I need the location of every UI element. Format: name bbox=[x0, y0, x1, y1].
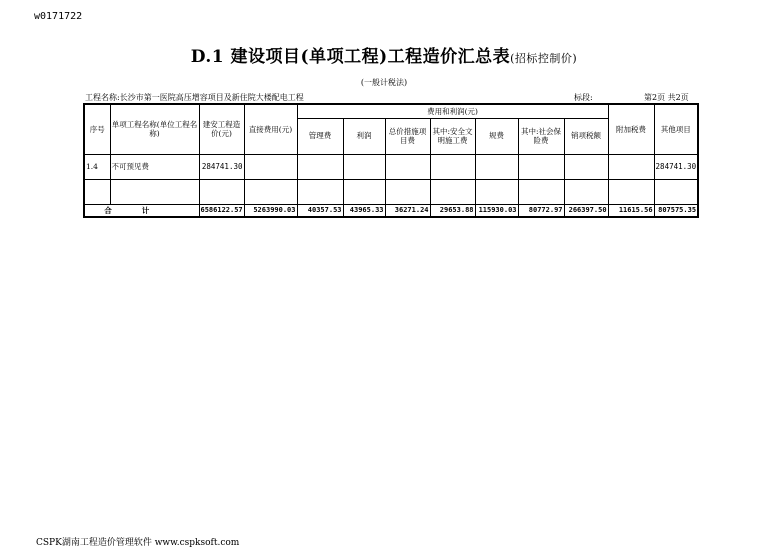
row-name bbox=[110, 179, 199, 204]
page-title bbox=[0, 42, 768, 67]
total-surtax: 11615.56 bbox=[608, 204, 654, 217]
total-vat: 266397.50 bbox=[564, 204, 608, 217]
header-profit: 利润 bbox=[343, 118, 385, 154]
header-safety: 其中:安全文明施工费 bbox=[430, 118, 475, 154]
row-regulatory bbox=[475, 179, 518, 204]
row-social bbox=[518, 154, 564, 179]
header-seq: 序号 bbox=[84, 104, 110, 154]
header-surtax: 附加税费 bbox=[608, 104, 654, 154]
total-social: 80772.97 bbox=[518, 204, 564, 217]
row-safety bbox=[430, 179, 475, 204]
header-fee-profit: 费用和利润(元) bbox=[297, 104, 608, 118]
page-info: 第2页 共2页 bbox=[644, 93, 689, 102]
total-other: 807575.35 bbox=[654, 204, 698, 217]
total-mgmt: 40357.53 bbox=[297, 204, 343, 217]
total-cost: 6586122.57 bbox=[199, 204, 244, 217]
tax-method: (一般计税法) bbox=[360, 78, 408, 87]
totals-label-text: 合计 bbox=[104, 205, 180, 215]
project-name: 工程名称:长沙市第一医院高压增容项目及新住院大楼配电工程 bbox=[85, 93, 304, 102]
totals-label bbox=[84, 204, 199, 217]
header-mgmt: 管理费 bbox=[297, 118, 343, 154]
section-label: 标段: bbox=[574, 93, 593, 102]
row-other: 284741.30 bbox=[654, 154, 698, 179]
row-other bbox=[654, 179, 698, 204]
row-regulatory bbox=[475, 154, 518, 179]
row-surtax bbox=[608, 154, 654, 179]
row-seq bbox=[84, 179, 110, 204]
row-vat bbox=[564, 179, 608, 204]
row-direct bbox=[244, 154, 297, 179]
row-profit bbox=[343, 154, 385, 179]
totals-row bbox=[84, 204, 698, 217]
row-name: 不可预见费 bbox=[110, 154, 199, 179]
row-safety bbox=[430, 154, 475, 179]
total-regulatory: 115930.03 bbox=[475, 204, 518, 217]
total-measures: 36271.24 bbox=[385, 204, 430, 217]
table-row bbox=[84, 179, 698, 204]
title-text: D.1 建设项目(单项工程)工程造价汇总表 bbox=[190, 47, 511, 67]
row-mgmt bbox=[297, 154, 343, 179]
header-vat: 销项税额 bbox=[564, 118, 608, 154]
row-social bbox=[518, 179, 564, 204]
row-cost: 284741.30 bbox=[199, 154, 244, 179]
software-footer: CSPK湖南工程造价管理软件 www.cspksoft.com bbox=[36, 538, 240, 548]
row-cost bbox=[199, 179, 244, 204]
header-regulatory: 规费 bbox=[475, 118, 518, 154]
row-seq: 1.4 bbox=[84, 154, 110, 179]
row-measures bbox=[385, 179, 430, 204]
title-note: (招标控制价) bbox=[510, 52, 578, 65]
document-code: w0171722 bbox=[34, 11, 83, 22]
header-direct: 直接费用(元) bbox=[244, 104, 297, 154]
table-row bbox=[84, 154, 698, 179]
row-surtax bbox=[608, 179, 654, 204]
cost-summary-table bbox=[83, 103, 699, 218]
header-cost: 建安工程造价(元) bbox=[199, 104, 244, 154]
row-vat bbox=[564, 154, 608, 179]
header-unit-name: 单项工程名称(单位工程名称) bbox=[110, 104, 199, 154]
row-profit bbox=[343, 179, 385, 204]
total-safety: 29653.88 bbox=[430, 204, 475, 217]
header-measures: 总价措施项目费 bbox=[385, 118, 430, 154]
header-other: 其他项目 bbox=[654, 104, 698, 154]
row-measures bbox=[385, 154, 430, 179]
header-row-1 bbox=[84, 104, 698, 118]
row-mgmt bbox=[297, 179, 343, 204]
row-direct bbox=[244, 179, 297, 204]
total-direct: 5263990.03 bbox=[244, 204, 297, 217]
total-profit: 43965.33 bbox=[343, 204, 385, 217]
header-social: 其中:社会保险费 bbox=[518, 118, 564, 154]
